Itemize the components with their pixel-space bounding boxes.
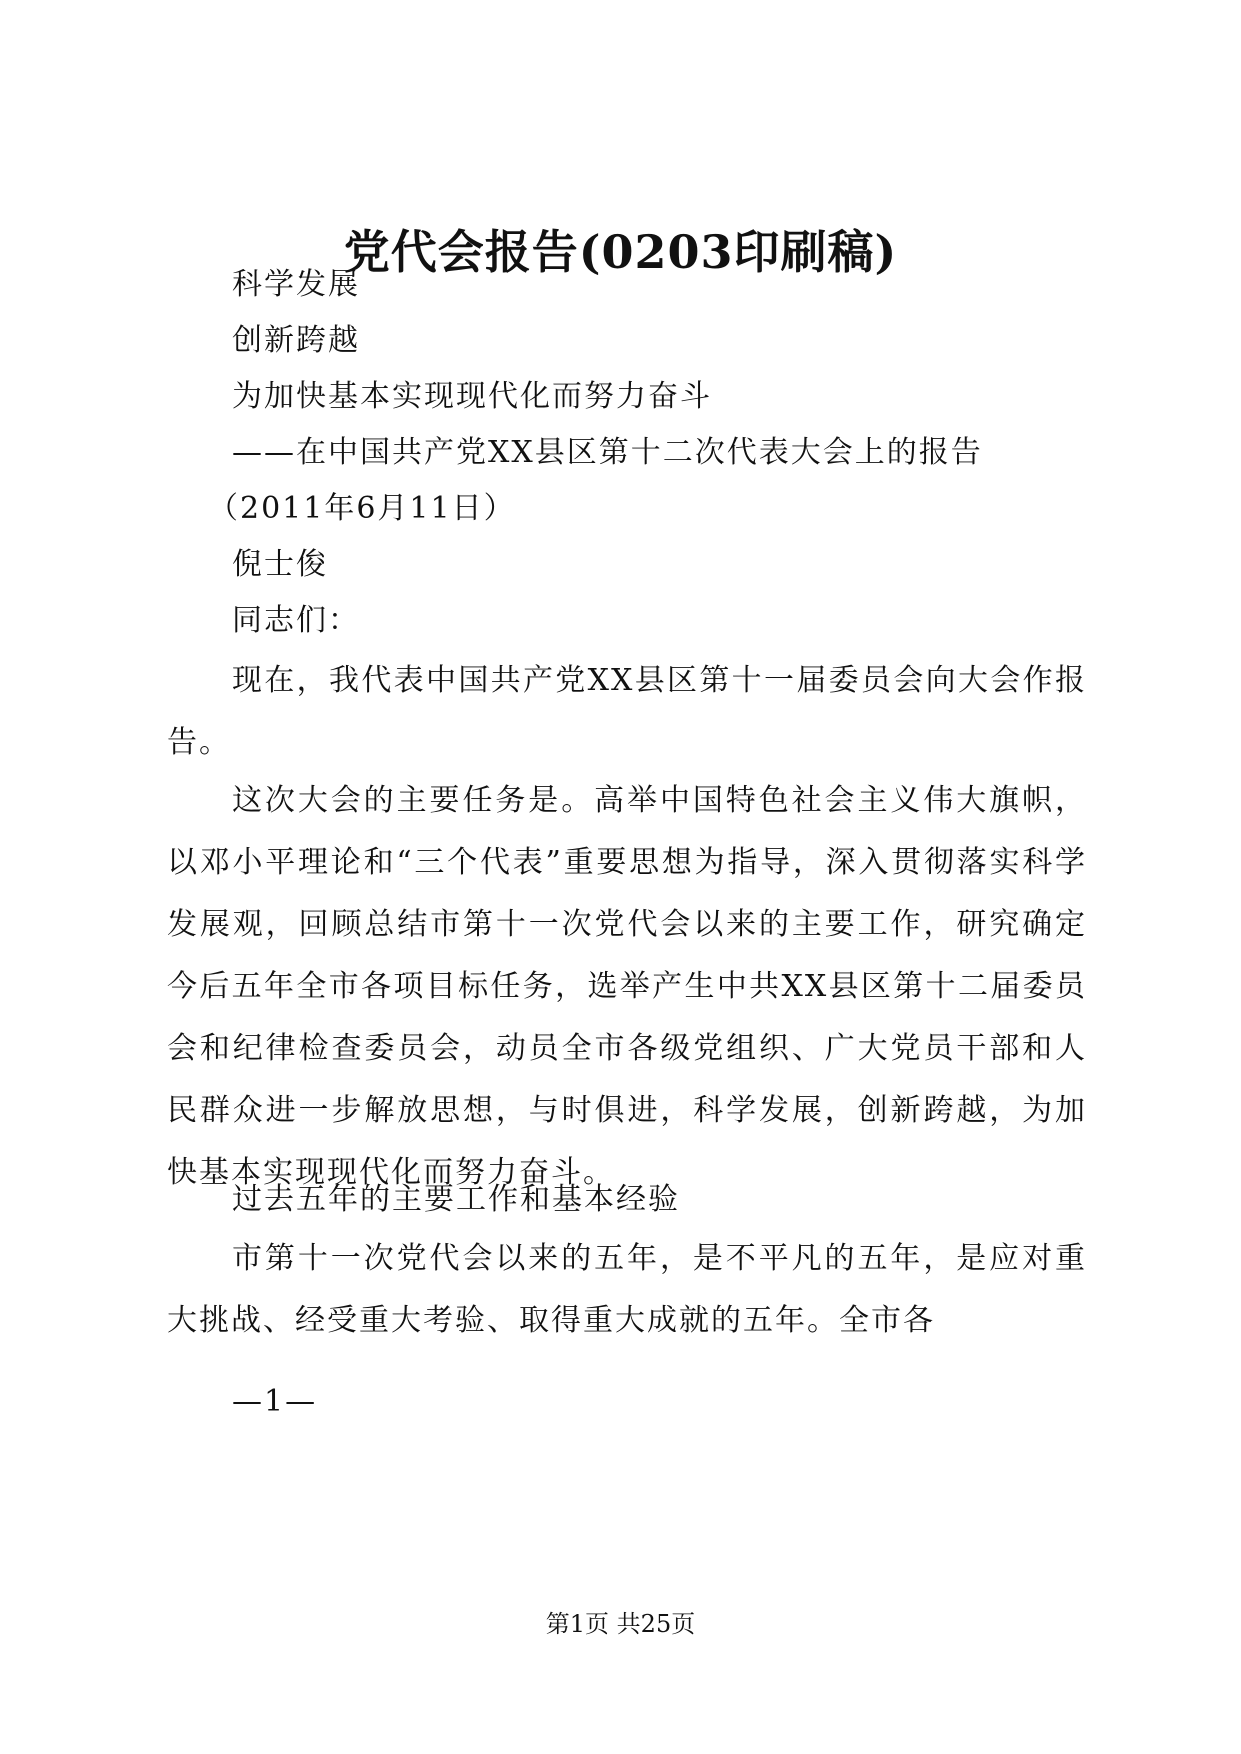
subtitle-line-2: 创新跨越 [232,323,360,358]
author-name: 倪士俊 [232,547,328,582]
subtitle-line-1: 科学发展 [232,267,360,302]
page-marker: —1— [232,1384,318,1419]
salutation: 同志们： [232,603,360,638]
paragraph-1: 现在，我代表中国共产党XX县区第十一届委员会向大会作报告。 [167,663,1087,760]
page-footer: 第1页 共25页 [545,1610,696,1638]
section-heading: 过去五年的主要工作和基本经验 [232,1182,680,1217]
subtitle-line-3: 为加快基本实现现代化而努力奋斗 [232,379,712,414]
document-title: 党代会报告(0203印刷稿) [343,225,898,279]
paragraph-3: 市第十一次党代会以来的五年，是不平凡的五年，是应对重大挑战、经受重大考验、取得重大成就的五年。全市各 [167,1241,1087,1338]
report-date: （2011年6月11日） [208,491,516,526]
paragraph-2: 这次大会的主要任务是。高举中国特色社会主义伟大旗帜，以邓小平理论和“三个代表”重要思想为指导，深入贯彻落实科学发展观，回顾总结市第十一次党代会以来的主要工作，研究确定今后五年全市各项目标任务，选举产生中共XX县区第十二届委员会和纪律检查委员会，动员全市各级党组织、广大党员干部和人民群众进一步解放思想，与时俱进，科学发展，创新跨越，为加快基本实现现代化而努力奋斗。 [167,783,1087,1190]
subtitle-line-4: ——在中国共产党XX县区第十二次代表大会上的报告 [232,435,983,470]
